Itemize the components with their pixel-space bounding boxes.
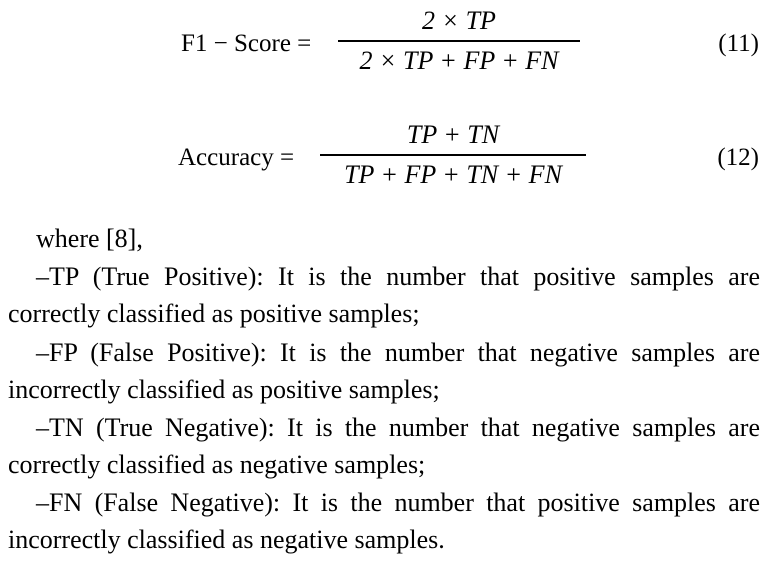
equation-11-number: (11) [718,30,759,57]
paragraph-where [8,220,760,257]
paragraph-text: –TP (True Positive): It is the number that positive samples are correctly classified as positive samples; [8,262,760,328]
equation-12-number: (12) [717,144,759,171]
equation-11 [0,6,777,86]
equation-11-lhs: F1 − Score = [181,30,312,57]
equation-12-fraction [320,120,586,190]
fraction-bar [338,40,580,42]
paragraph-tn [8,409,760,483]
paragraph-text: –TN (True Negative): It is the number that negative samples are correctly classified as negative samples; [8,413,760,479]
equation-11-denominator: 2 × TP + FP + FN [359,45,559,75]
fraction-bar [320,154,586,156]
equation-12-denominator: TP + FP + TN + FN [344,159,562,189]
equation-12 [0,120,777,200]
equation-12-lhs: Accuracy = [178,144,295,171]
paragraph-tp [8,258,760,332]
equation-11-fraction [338,6,580,76]
paragraph-text: –FN (False Negative): It is the number that positive samples are incorrectly classified as negative samples. [8,488,760,554]
paragraph-fn [8,484,760,558]
paragraph-fp [8,334,760,408]
equation-12-numerator: TP + TN [406,120,500,149]
equation-11-numerator: 2 × TP [422,6,496,35]
paragraph-text: where [8], [36,224,143,253]
paragraph-text: –FP (False Positive): It is the number that negative samples are incorrectly classified as positive samples; [8,338,760,404]
